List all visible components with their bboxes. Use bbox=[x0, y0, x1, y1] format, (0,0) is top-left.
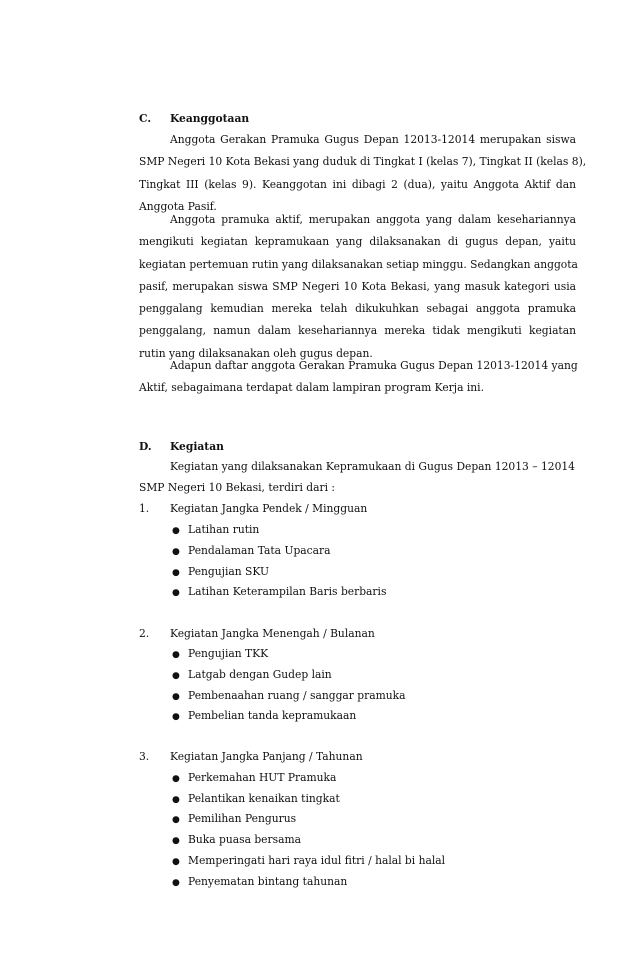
activity-group-2-title bbox=[139, 627, 375, 640]
list-item-text: Pelantikan kenaikan tingkat bbox=[188, 792, 340, 805]
list-item bbox=[172, 523, 259, 536]
section-d-heading bbox=[139, 440, 224, 453]
list-item-text: Pembelian tanda kepramukaan bbox=[188, 709, 357, 722]
list-item bbox=[172, 544, 331, 557]
list-item bbox=[172, 854, 445, 867]
bullet-icon: ● bbox=[172, 568, 180, 578]
bullet-icon: ● bbox=[172, 795, 180, 805]
section-d-title: Kegiatan bbox=[170, 440, 224, 453]
section-d-intro-line-1: Kegiatan yang dilaksanakan Kepramukaan di Gugus Depan 12013 – 12014 bbox=[170, 460, 575, 473]
list-item-text: Latihan rutin bbox=[188, 523, 260, 536]
bullet-icon: ● bbox=[172, 878, 180, 888]
list-item bbox=[172, 689, 405, 702]
paragraph-line: Tingkat III (kelas 9). Keanggotan ini dibagi 2 (dua), yaitu Anggota Aktif dan bbox=[139, 177, 576, 191]
list-item-text: Pemilihan Pengurus bbox=[188, 812, 297, 825]
group-number: 1. bbox=[139, 502, 150, 515]
section-c-paragraph-1 bbox=[139, 129, 587, 218]
paragraph-line: SMP Negeri 10 Kota Bekasi yang duduk di Tingkat I (kelas 7), Tingkat II (kelas 8), bbox=[139, 155, 587, 169]
activity-group-3-title bbox=[139, 750, 363, 763]
paragraph-line: Anggota pramuka aktif, merupakan anggota yang dalam kesehariannya bbox=[170, 213, 576, 226]
list-item bbox=[172, 771, 336, 784]
list-item-text: Pendalaman Tata Upacara bbox=[188, 544, 331, 557]
bullet-icon: ● bbox=[172, 857, 180, 867]
paragraph-line: rutin yang dilaksanakan oleh gugus depan. bbox=[139, 346, 373, 360]
paragraph-line: mengikuti kegiatan kepramukaan yang dilaksanakan di gugus depan, yaitu bbox=[139, 235, 576, 249]
section-c-label: C. bbox=[139, 112, 152, 125]
section-c-heading bbox=[139, 112, 249, 125]
bullet-icon: ● bbox=[172, 671, 180, 681]
section-c-paragraph-3 bbox=[139, 355, 576, 400]
bullet-icon: ● bbox=[172, 526, 180, 536]
group-title: Kegiatan Jangka Panjang / Tahunan bbox=[170, 750, 363, 763]
paragraph-line: pasif, merupakan siswa SMP Negeri 10 Kota Bekasi, yang masuk kategori usia bbox=[139, 279, 576, 293]
section-d-intro-line-2: SMP Negeri 10 Bekasi, terdiri dari : bbox=[139, 481, 335, 494]
section-d-label: D. bbox=[139, 440, 152, 453]
paragraph-line: kegiatan pertemuan rutin yang dilaksanakan setiap minggu. Sedangkan anggota bbox=[139, 257, 578, 271]
list-item bbox=[172, 833, 301, 846]
bullet-icon: ● bbox=[172, 774, 180, 784]
list-item bbox=[172, 792, 340, 805]
paragraph-line: Anggota Pasif. bbox=[139, 199, 217, 213]
activity-group-1-title bbox=[139, 502, 367, 515]
list-item-text: Penyematan bintang tahunan bbox=[188, 875, 348, 888]
list-item bbox=[172, 875, 347, 888]
paragraph-line: Adapun daftar anggota Gerakan Pramuka Gugus Depan 12013-12014 yang bbox=[170, 359, 578, 372]
bullet-icon: ● bbox=[172, 815, 180, 825]
bullet-icon: ● bbox=[172, 712, 180, 722]
group-title: Kegiatan Jangka Menengah / Bulanan bbox=[170, 627, 375, 640]
list-item-text: Memperingati hari raya idul fitri / halal bi halal bbox=[188, 854, 446, 867]
section-c-paragraph-2 bbox=[139, 209, 576, 365]
bullet-icon: ● bbox=[172, 588, 180, 598]
list-item-text: Perkemahan HUT Pramuka bbox=[188, 771, 337, 784]
bullet-icon: ● bbox=[172, 547, 180, 557]
list-item bbox=[172, 565, 269, 578]
list-item bbox=[172, 812, 296, 825]
list-item bbox=[172, 668, 332, 681]
paragraph-line: penggalang kemudian mereka telah dikukuhkan sebagai anggota pramuka bbox=[139, 302, 576, 316]
list-item-text: Pengujian SKU bbox=[188, 565, 269, 578]
list-item bbox=[172, 709, 356, 722]
group-title: Kegiatan Jangka Pendek / Mingguan bbox=[170, 502, 368, 515]
paragraph-line: penggalang, namun dalam kesehariannya mereka tidak mengikuti kegiatan bbox=[139, 324, 576, 338]
paragraph-line: Anggota Gerakan Pramuka Gugus Depan 12013-12014 merupakan siswa bbox=[170, 133, 576, 146]
group-number: 3. bbox=[139, 750, 150, 763]
list-item bbox=[172, 647, 268, 660]
list-item-text: Latihan Keterampilan Baris berbaris bbox=[188, 585, 387, 598]
bullet-icon: ● bbox=[172, 650, 180, 660]
bullet-icon: ● bbox=[172, 836, 180, 846]
list-item-text: Pembenaahan ruang / sanggar pramuka bbox=[188, 689, 406, 702]
section-c-title: Keanggotaan bbox=[170, 112, 250, 125]
paragraph-line: Aktif, sebagaimana terdapat dalam lampiran program Kerja ini. bbox=[139, 381, 484, 395]
list-item-text: Pengujian TKK bbox=[188, 647, 269, 660]
bullet-icon: ● bbox=[172, 692, 180, 702]
list-item-text: Buka puasa bersama bbox=[188, 833, 301, 846]
list-item bbox=[172, 585, 386, 598]
group-number: 2. bbox=[139, 627, 150, 640]
list-item-text: Latgab dengan Gudep lain bbox=[188, 668, 332, 681]
